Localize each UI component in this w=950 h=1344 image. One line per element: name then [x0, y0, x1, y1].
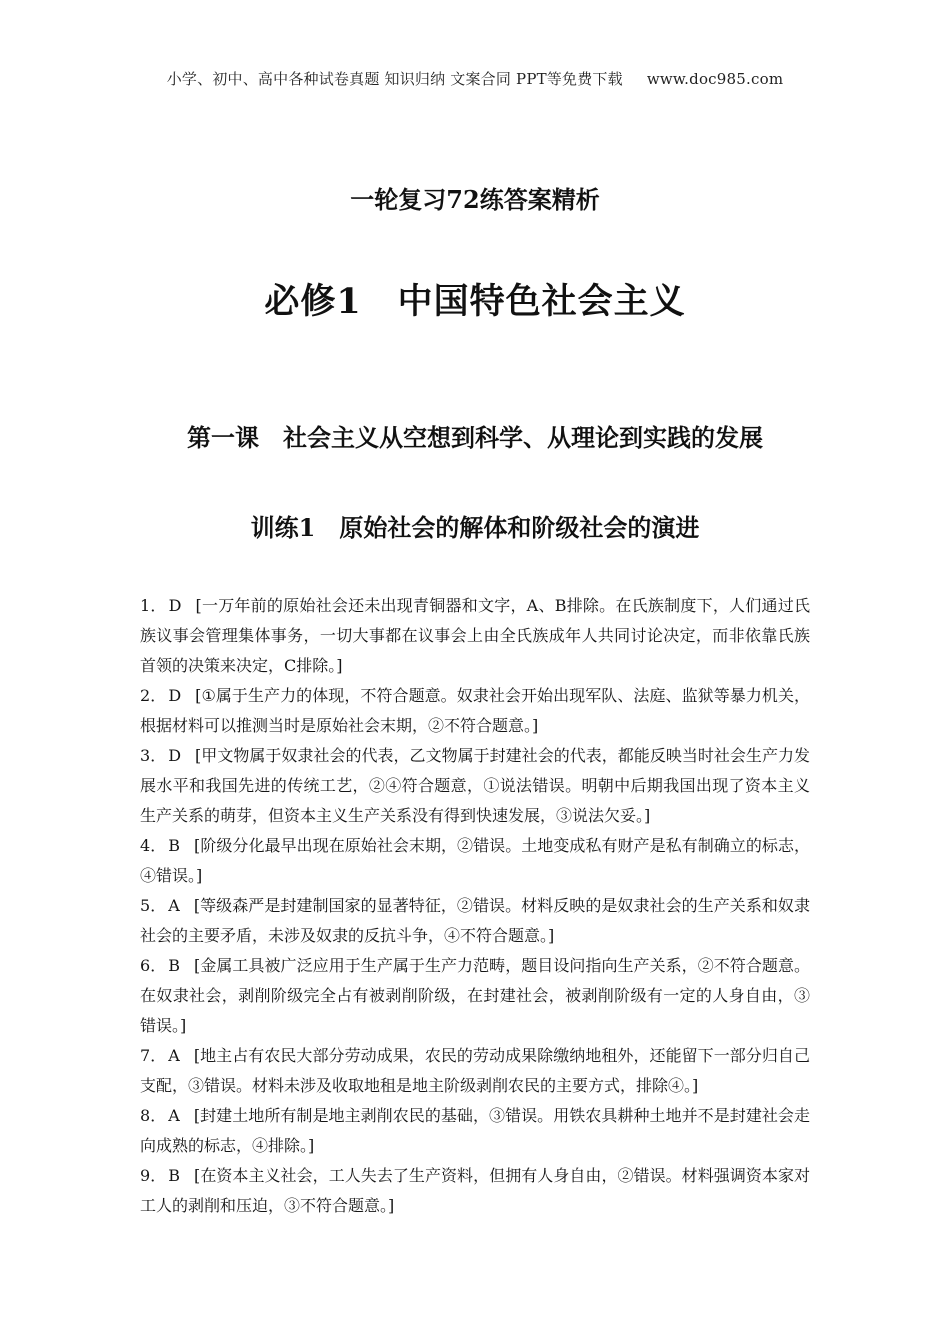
- main-title: 一轮复习72练答案精析: [350, 185, 600, 214]
- answer-key: D: [168, 596, 182, 615]
- answer-number: 4．: [140, 836, 167, 855]
- answer-key: B: [168, 1166, 181, 1185]
- answer-item: [140, 741, 810, 831]
- answer-key: A: [168, 1106, 180, 1125]
- answer-number: 9．: [140, 1166, 167, 1185]
- answer-item: [140, 1041, 810, 1101]
- answer-key: A: [168, 1046, 180, 1065]
- lesson-title: 第一课 社会主义从空想到科学、从理论到实践的发展: [187, 423, 763, 452]
- answer-key: D: [168, 746, 182, 765]
- answer-item: [140, 831, 810, 891]
- answer-item: [140, 1101, 810, 1161]
- page-header: [0, 68, 950, 89]
- answer-key: B: [168, 956, 181, 975]
- answer-explanation: [金属工具被广泛应用于生产属于生产力范畴，题目设问指向生产关系，②不符合题意。在奴隶社会，剥削阶级完全占有被剥削阶级，在封建社会，被剥削阶级有一定的人身自由，③错误。]: [140, 956, 810, 1035]
- answer-number: 6．: [140, 956, 167, 975]
- answer-number: 5．: [140, 896, 167, 915]
- answer-key: A: [168, 896, 180, 915]
- answer-explanation: [①属于生产力的体现，不符合题意。奴隶社会开始出现军队、法庭、监狱等暴力机关，根据材料可以推测当时是原始社会末期，②不符合题意。]: [140, 686, 810, 735]
- answer-explanation: [一万年前的原始社会还未出现青铜器和文字，A、B排除。在氏族制度下，人们通过氏族议事会管理集体事务，一切大事都在议事会上由全氏族成年人共同讨论决定，而非依靠氏族首领的决策来决定，C排除。]: [140, 596, 810, 675]
- answer-explanation: [等级森严是封建制国家的显著特征，②错误。材料反映的是奴隶社会的生产关系和奴隶社会的主要矛盾，未涉及奴隶的反抗斗争，④不符合题意。]: [140, 896, 810, 945]
- answer-explanation: [地主占有农民大部分劳动成果，农民的劳动成果除缴纳地租外，还能留下一部分归自己支配，③错误。材料未涉及收取地租是地主阶级剥削农民的主要方式，排除④。]: [140, 1046, 810, 1095]
- training-title: 训练1 原始社会的解体和阶级社会的演进: [250, 513, 700, 542]
- answer-number: 8．: [140, 1106, 167, 1125]
- answer-item: [140, 591, 810, 681]
- answer-item: [140, 681, 810, 741]
- required-course-title: 必修1 中国特色社会主义: [264, 281, 686, 322]
- answer-explanation: [封建土地所有制是地主剥削农民的基础，③错误。用铁农具耕种土地并不是封建社会走向成熟的标志，④排除。]: [140, 1106, 810, 1155]
- header-text: 小学、初中、高中各种试卷真题 知识归纳 文案合同 PPT等免费下载: [166, 70, 623, 88]
- answer-explanation: [在资本主义社会，工人失去了生产资料，但拥有人身自由，②错误。材料强调资本家对工人的剥削和压迫，③不符合题意。]: [140, 1166, 810, 1215]
- answer-list: [140, 591, 810, 1221]
- answer-item: [140, 891, 810, 951]
- answer-explanation: [阶级分化最早出现在原始社会末期，②错误。土地变成私有财产是私有制确立的标志，④错误。]: [140, 836, 810, 885]
- answer-key: D: [168, 686, 182, 705]
- answer-number: 3．: [140, 746, 167, 765]
- answer-item: [140, 1161, 810, 1221]
- answer-explanation: [甲文物属于奴隶社会的代表，乙文物属于封建社会的代表，都能反映当时社会生产力发展水平和我国先进的传统工艺，②④符合题意，①说法错误。明朝中后期我国出现了资本主义生产关系的萌芽，但资本主义生产关系没有得到快速发展，③说法欠妥。]: [140, 746, 810, 825]
- answer-number: 2．: [140, 686, 167, 705]
- answer-key: B: [168, 836, 181, 855]
- answer-number: 7．: [140, 1046, 167, 1065]
- answer-number: 1．: [140, 596, 167, 615]
- answer-item: [140, 951, 810, 1041]
- header-site-link[interactable]: www.doc985.com: [646, 70, 784, 88]
